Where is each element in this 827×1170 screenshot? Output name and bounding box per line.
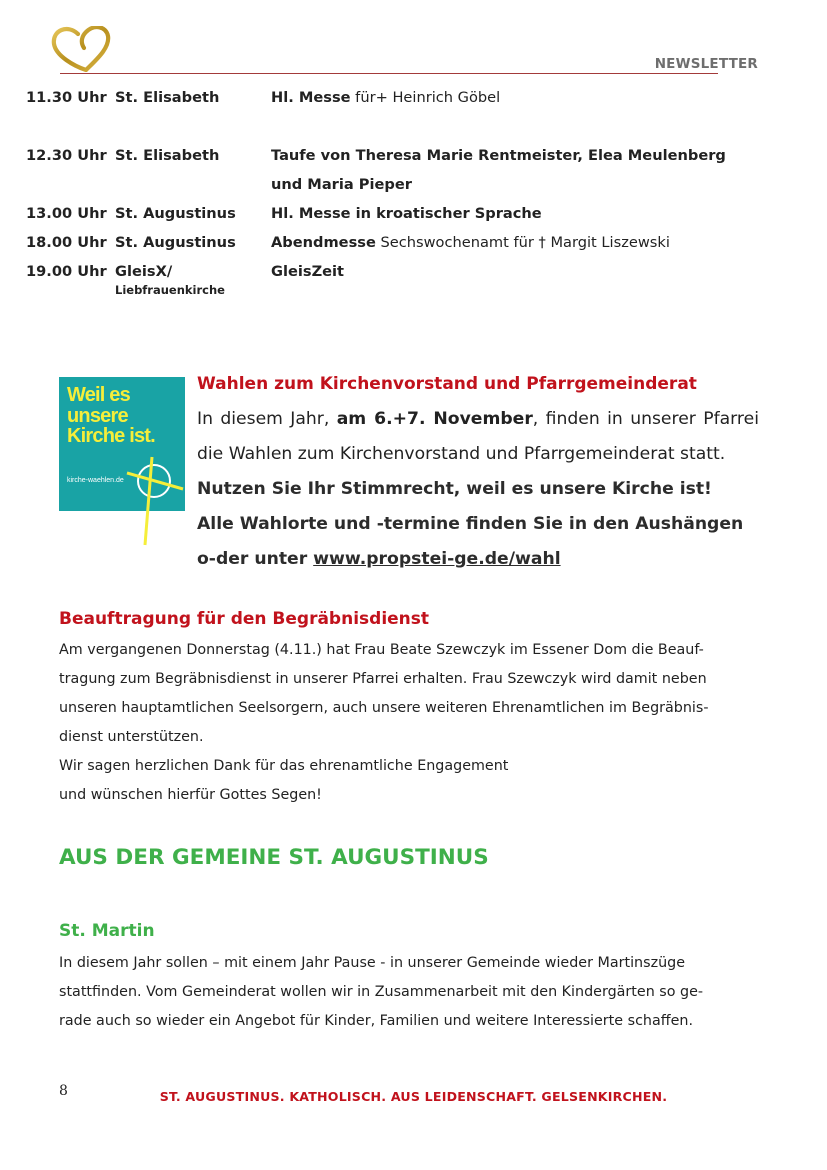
church: St. Augustinus [115,234,236,251]
text-line: dienst unterstützen. [59,729,204,745]
description-continued: und Maria Pieper [271,176,412,193]
text-line: Am vergangenen Donnerstag (4.11.) hat Frau Beate Szewczyk im Essener Dom die Beauf- [59,642,704,658]
description: Hl. Messe für+ Heinrich Göbel [271,89,501,106]
heart-logo [50,26,112,72]
elections-heading: Wahlen zum Kirchenvorstand und Pfarrgemeinderat [197,374,697,394]
election-poster-image [59,377,185,553]
poster-url: kirche-waehlen.de [67,477,124,484]
newsletter-label: NEWSLETTER [654,56,758,72]
elections-call-to-action: Nutzen Sie Ihr Stimmrecht, weil es unsere Kirche ist! [197,479,712,499]
elections-text [197,402,759,577]
text-line: und wünschen hierfür Gottes Segen! [59,787,322,803]
time: 19.00 Uhr [26,263,107,280]
ballot-cross-icon [59,377,185,553]
time: 18.00 Uhr [26,234,107,251]
time: 12.30 Uhr [26,147,107,164]
description: GleisZeit [271,263,345,280]
church-sub: Liebfrauenkirche [115,283,225,297]
section-heading: AUS DER GEMEINE ST. AUGUSTINUS [59,845,489,870]
page-number: 8 [59,1083,68,1099]
text-line: Wir sagen herzlichen Dank für das ehrenamtliche Engagement [59,758,509,774]
poster-slogan: Weil es unsere Kirche ist. [67,384,155,447]
church: St. Elisabeth [115,89,220,106]
st-martin-text [59,949,749,1036]
church: St. Augustinus [115,205,236,222]
footer-slogan: ST. AUGUSTINUS. KATHOLISCH. AUS LEIDENSCHAFT. GELSENKIRCHEN. [159,1089,668,1104]
text-line: tragung zum Begräbnisdienst in unserer Pfarrei erhalten. Frau Szewczyk wird damit neben [59,671,707,687]
elections-paragraph: In diesem Jahr, am 6.+7. November, finden in unserer Pfarrei die Wahlen zum Kirchenvorstand und Pfarrgemeinderat statt. [197,409,759,464]
text-line: unseren hauptamtlichen Seelsorgern, auch unsere weiteren Ehrenamtlichen im Begräbnis- [59,700,709,716]
elections-link[interactable]: www.propstei-ge.de/wahl [313,549,561,569]
description: Abendmesse Sechswochenamt für † Margit Liszewski [271,234,670,251]
church: GleisX/ [115,263,173,280]
description: Taufe von Theresa Marie Rentmeister, Elea Meulenberg [271,147,726,164]
burial-service-heading: Beauftragung für den Begräbnisdienst [59,609,430,629]
text-line: rade auch so wieder ein Angebot für Kinder, Familien und weitere Interessierte schaffen. [59,1013,693,1029]
text-line: In diesem Jahr sollen – mit einem Jahr Pause - in unserer Gemeinde wieder Martinszüge [59,955,686,971]
time: 13.00 Uhr [26,205,107,222]
time: 11.30 Uhr [26,89,107,106]
st-martin-heading: St. Martin [59,921,155,941]
church: St. Elisabeth [115,147,220,164]
description: Hl. Messe in kroatischer Sprache [271,205,542,222]
header-divider [60,73,718,74]
burial-service-text [59,636,749,810]
elections-locations: Alle Wahlorte und -termine finden Sie in den Aushängen o-der unter www.propstei-ge.de/wahl [197,514,744,569]
text-line: stattfinden. Vom Gemeinderat wollen wir in Zusammenarbeit mit den Kindergärten so ge- [59,984,704,1000]
